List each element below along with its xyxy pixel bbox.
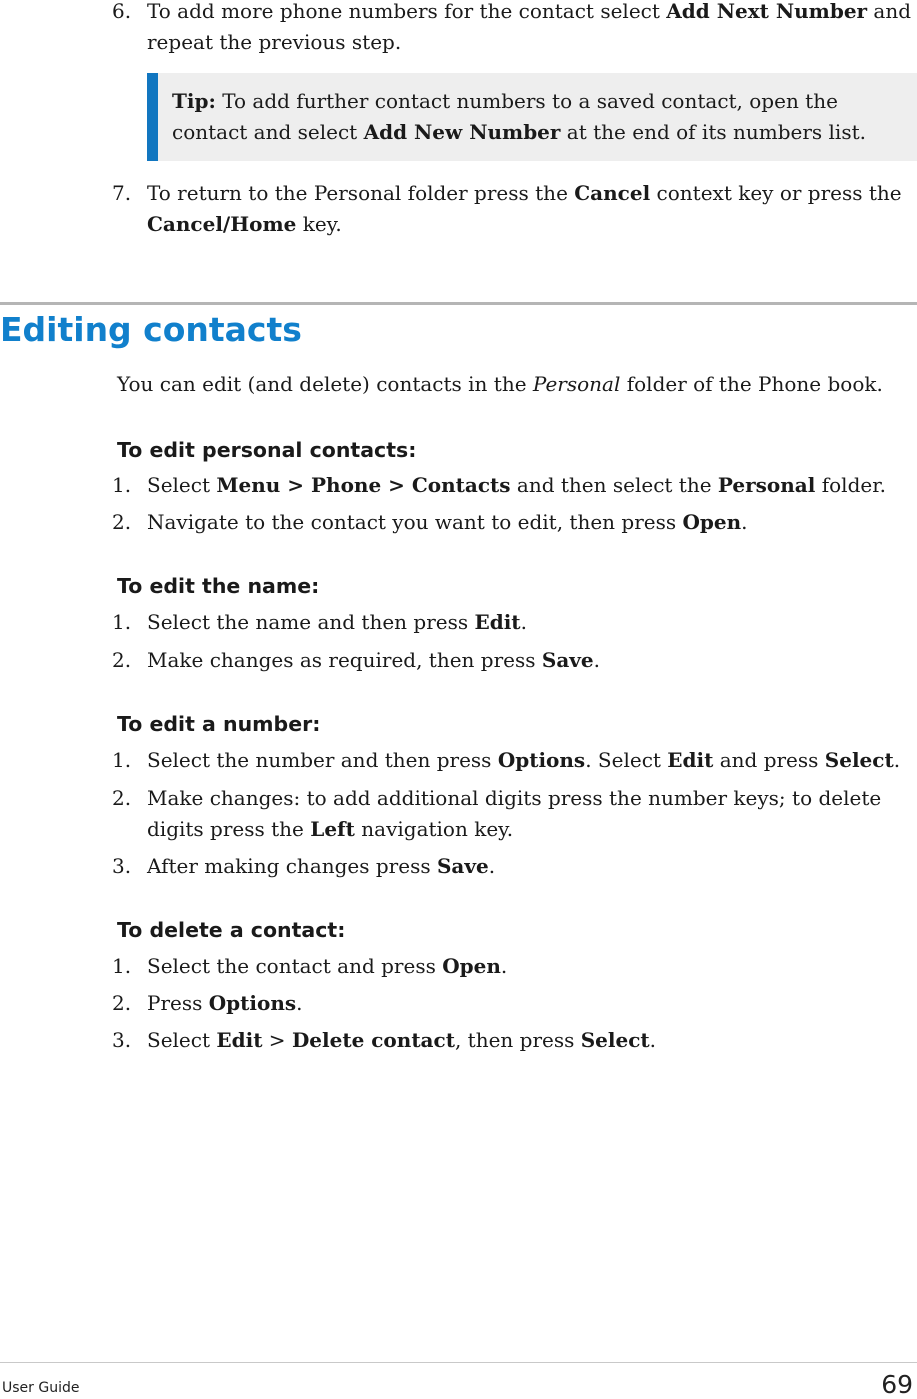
text-segment: Select the name and then press [147, 610, 475, 634]
step-text [147, 783, 912, 845]
text-segment: Press [147, 991, 209, 1015]
step-text [147, 507, 912, 538]
step-text [147, 951, 912, 982]
emphasis-text: Select [580, 1028, 650, 1052]
emphasis-text: Personal [717, 473, 816, 497]
emphasis-text: Cancel [574, 181, 651, 205]
text-segment: To add more phone numbers for the contact select [147, 0, 667, 23]
step-text [147, 0, 912, 58]
subheading: To edit a number: [117, 712, 321, 736]
text-segment: Select [147, 473, 217, 497]
text-segment: folder. [815, 473, 886, 497]
step-text [147, 745, 912, 776]
text-segment: Make changes: to add additional digits press the number keys; to delete digits press the [147, 786, 882, 841]
text-segment: and press [713, 748, 825, 772]
emphasis-text: Open [682, 510, 742, 534]
text-segment: To return to the Personal folder press the [147, 181, 575, 205]
page-number: 69 [881, 1370, 913, 1399]
step-number: 2. [112, 648, 132, 672]
section-divider [0, 302, 917, 305]
footer-divider [0, 1362, 917, 1363]
emphasis-text: Edit [216, 1028, 263, 1052]
step-number: 7. [112, 181, 132, 205]
emphasis-text: Edit [667, 748, 714, 772]
step-text [147, 851, 912, 882]
footer-label: User Guide [2, 1380, 80, 1396]
step-number: 1. [112, 954, 132, 978]
subheading: To edit personal contacts: [117, 438, 417, 462]
step-number: 3. [112, 854, 132, 878]
step-number: 2. [112, 991, 132, 1015]
step-number: 1. [112, 748, 132, 772]
text-segment: Navigate to the contact you want to edit, then press [147, 510, 683, 534]
italic-text: Personal [532, 372, 621, 396]
text-segment: at the end of its numbers list. [560, 120, 866, 144]
text-segment: , then press [454, 1028, 581, 1052]
step-number: 2. [112, 510, 132, 534]
tip-box [147, 73, 917, 161]
emphasis-text: Edit [474, 610, 521, 634]
emphasis-text: Menu > Phone > Contacts [216, 473, 511, 497]
emphasis-text: Open [442, 954, 501, 978]
text-segment: . [488, 854, 496, 878]
step-text [147, 645, 912, 676]
tip-text [172, 86, 912, 148]
text-segment: To add further contact numbers to a saved contact, open the contact and select [172, 89, 838, 144]
text-segment: key. [296, 212, 342, 236]
step-number: 1. [112, 473, 132, 497]
text-segment: Select the contact and press [147, 954, 443, 978]
text-segment: . [649, 1028, 656, 1052]
emphasis-text: Delete contact [291, 1028, 455, 1052]
step-text [147, 1025, 912, 1056]
step-number: 3. [112, 1028, 132, 1052]
emphasis-text: Options [497, 748, 586, 772]
text-segment: . [500, 954, 508, 978]
text-segment: context key or press the [650, 181, 902, 205]
text-segment: folder of the Phone book. [620, 372, 883, 396]
text-segment: . [741, 510, 748, 534]
step-text [147, 988, 912, 1019]
text-segment: . Select [585, 748, 668, 772]
text-segment: and then select the [510, 473, 718, 497]
tip-body [172, 89, 866, 144]
emphasis-text: Cancel/Home [147, 212, 297, 236]
emphasis-text: Save [541, 648, 594, 672]
emphasis-text: Add Next Number [666, 0, 868, 23]
emphasis-text: Save [436, 854, 489, 878]
section-intro [117, 369, 883, 400]
tip-label: Tip: [172, 89, 216, 113]
text-segment: Make changes as required, then press [147, 648, 542, 672]
section-title: Editing contacts [0, 310, 302, 349]
text-segment: navigation key. [354, 817, 514, 841]
subheading: To delete a contact: [117, 918, 346, 942]
emphasis-text: Add New Number [363, 120, 561, 144]
text-segment: > [262, 1028, 292, 1052]
step-number: 2. [112, 786, 132, 810]
step-text [147, 607, 912, 638]
emphasis-text: Options [208, 991, 297, 1015]
text-segment: . [520, 610, 527, 634]
subheading: To edit the name: [117, 574, 320, 598]
step-number: 1. [112, 610, 132, 634]
step-text [147, 178, 912, 240]
text-segment: You can edit (and delete) contacts in the [117, 372, 533, 396]
emphasis-text: Select [824, 748, 894, 772]
text-segment: Select [147, 1028, 217, 1052]
text-segment: After making changes press [147, 854, 437, 878]
text-segment: . [296, 991, 303, 1015]
text-segment: Select the number and then press [147, 748, 498, 772]
text-segment: . [593, 648, 600, 672]
text-segment: and repeat the previous step. [147, 0, 912, 54]
emphasis-text: Left [310, 817, 355, 841]
text-segment: . [893, 748, 901, 772]
step-text [147, 470, 912, 501]
step-number: 6. [112, 0, 132, 23]
